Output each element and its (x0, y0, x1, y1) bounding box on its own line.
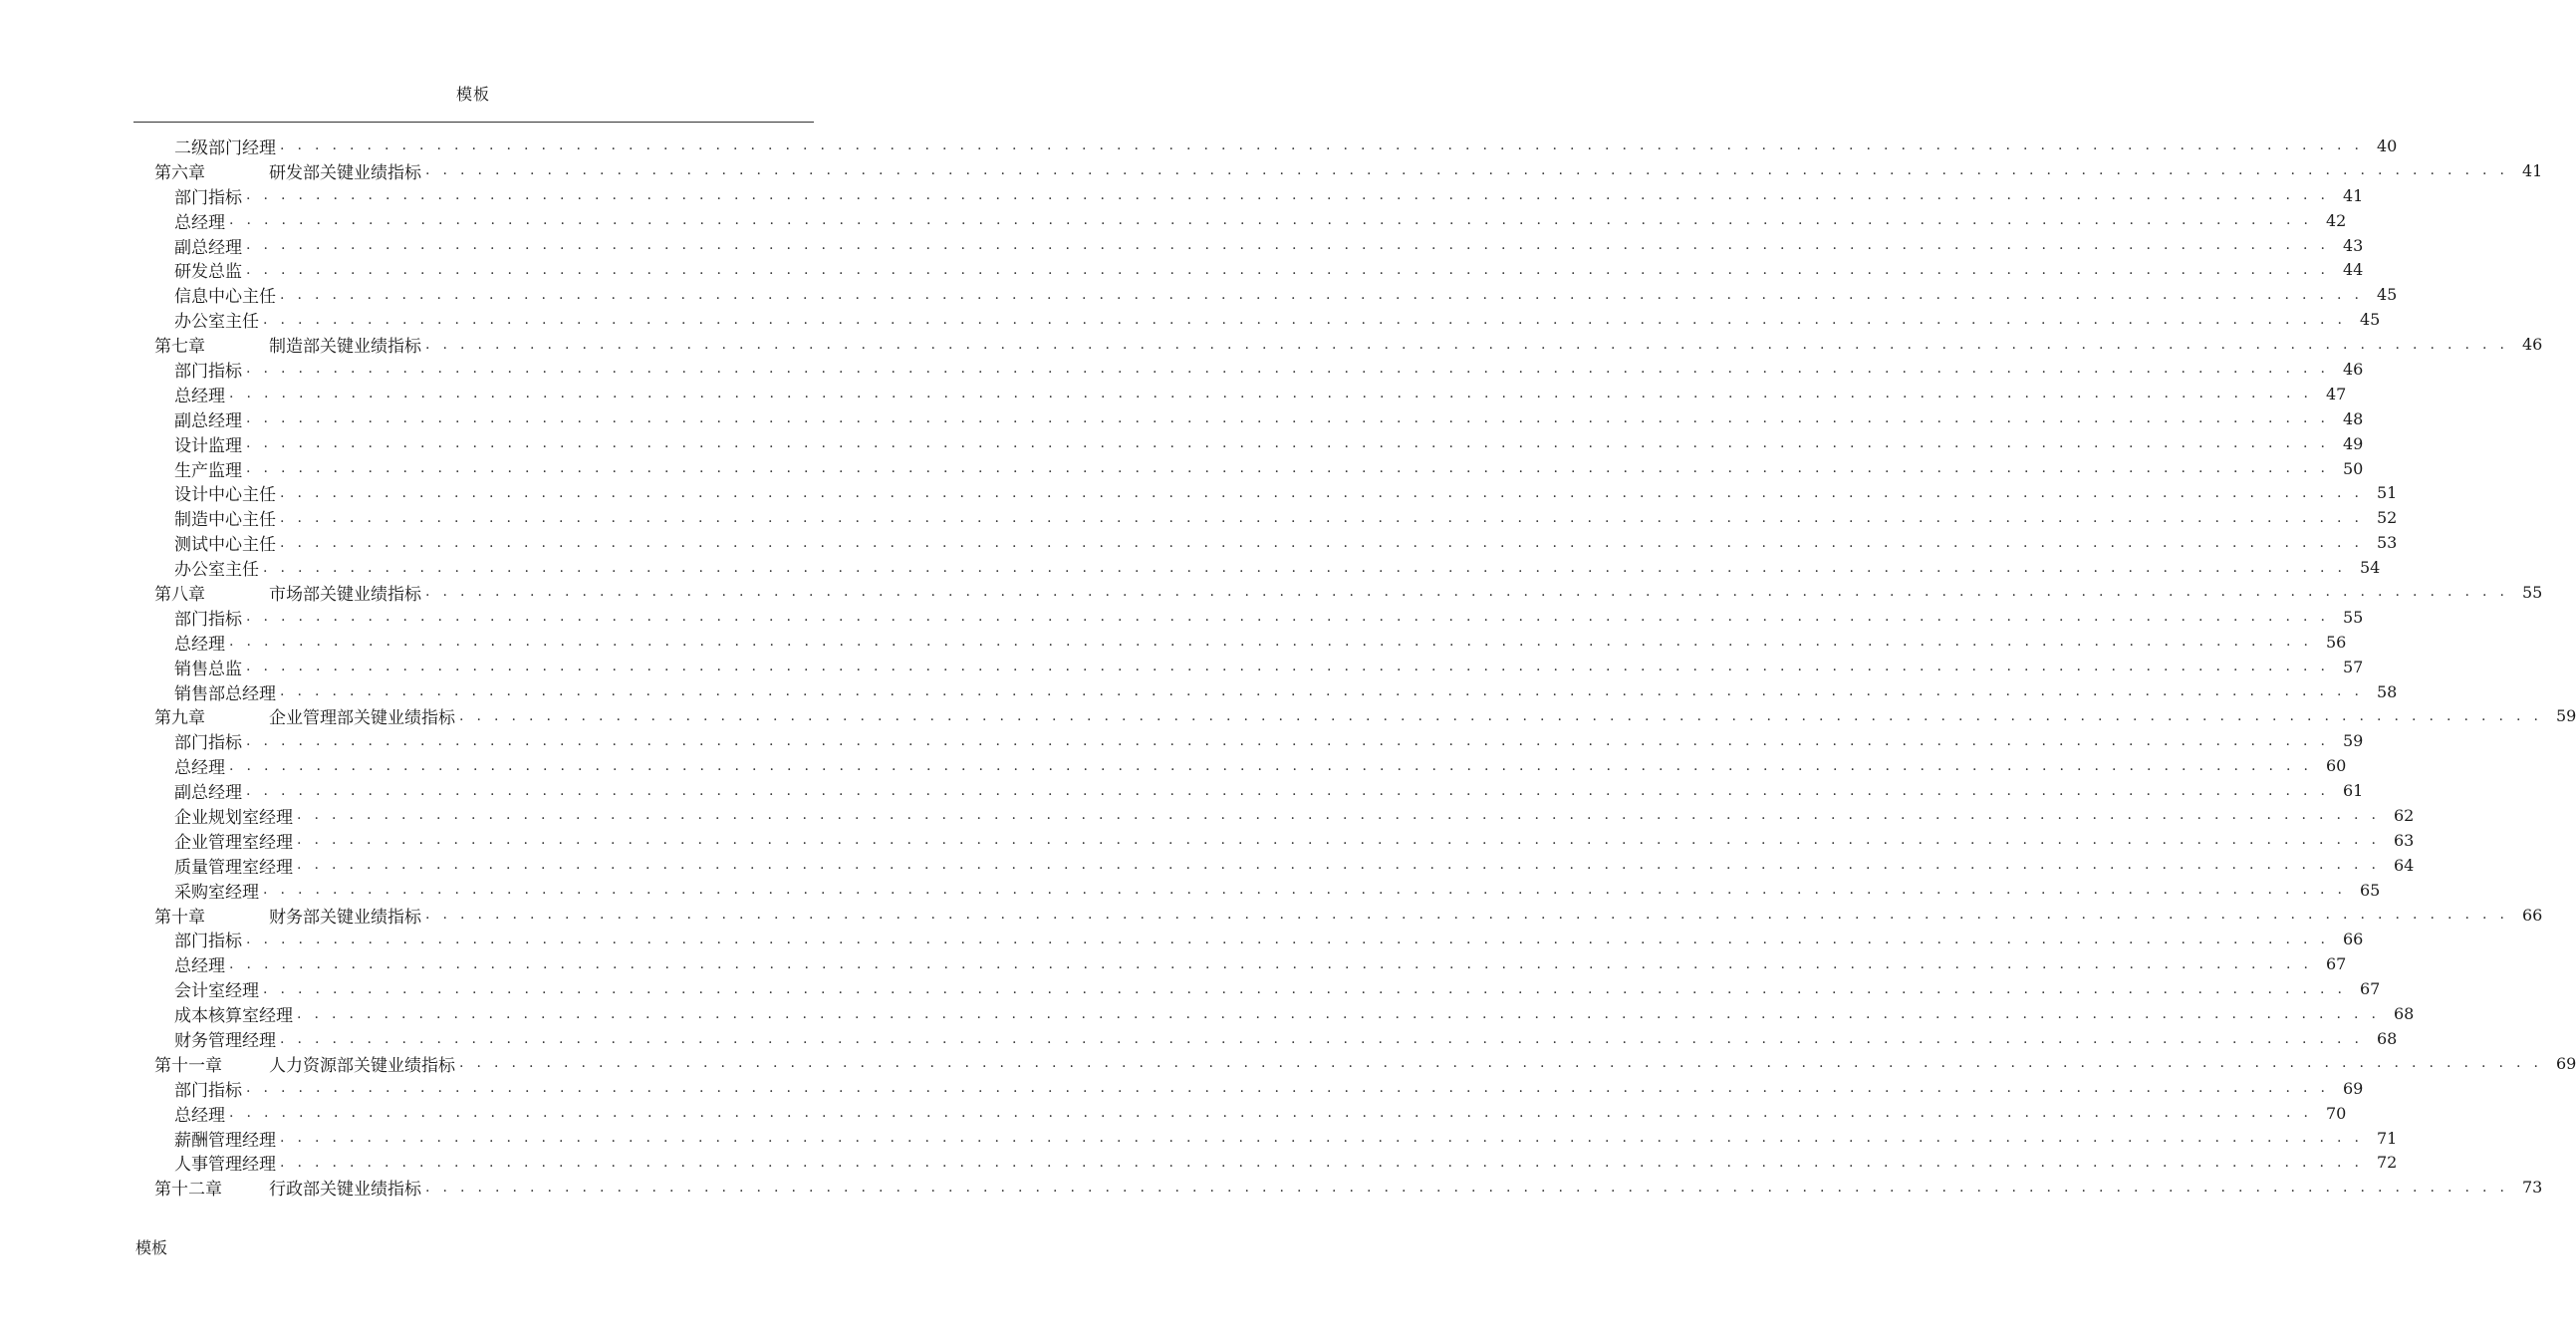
toc-section-entry[interactable] (154, 951, 2347, 977)
toc-dot-leader: . . . . . . . . . . . . . . . . . . . . . . . . . . . . . . . . . . . . . . . . . . . . . . . . . . . . . . . . . . . . . . . . . . . . . . . . . . . . . . . . . . . . . . . . . . . . . . . . . . . . . . . . . . . . . . . . . . . . . . . . (246, 361, 2330, 378)
toc-dot-leader: . . . . . . . . . . . . . . . . . . . . . . . . . . . . . . . . . . . . . . . . . . . . . . . . . . . . . . . . . . . . . . . . . . . . . . . . . . . . . . . . . . . . . . . . . . . . . . . . . . . . . . . . . . . . . . . . . . . . . . . . (425, 584, 2509, 601)
toc-dot-leader: . . . . . . . . . . . . . . . . . . . . . . . . . . . . . . . . . . . . . . . . . . . . . . . . . . . . . . . . . . . . . . . . . . . . . . . . . . . . . . . . . . . . . . . . . . . . . . . . . . . . . . . . . . . . . . . . . . . . . . . . (246, 237, 2330, 253)
toc-dot-leader: . . . . . . . . . . . . . . . . . . . . . . . . . . . . . . . . . . . . . . . . . . . . . . . . . . . . . . . . . . . . . . . . . . . . . . . . . . . . . . . . . . . . . . . . . . . . . . . . . . . . . . . . . . . . . . . . . . . . . . . . (425, 162, 2509, 179)
toc-page-number: 45 (2376, 285, 2398, 305)
toc-section-entry[interactable] (154, 456, 2364, 481)
toc-section-entry[interactable] (154, 530, 2398, 556)
toc-page-number: 63 (2393, 830, 2415, 850)
toc-page-number: 57 (2342, 657, 2364, 676)
toc-section-entry[interactable] (154, 406, 2364, 431)
toc-entry-title: 总经理 (174, 386, 225, 406)
toc-page-number: 59 (2555, 706, 2576, 726)
toc-dot-leader: . . . . . . . . . . . . . . . . . . . . . . . . . . . . . . . . . . . . . . . . . . . . . . . . . . . . . . . . . . . . . . . . . . . . . . . . . . . . . . . . . . . . . . . . . . . . . . . . . . . . . . . . . . . . . . . . . . . . . . . . (280, 1130, 2364, 1147)
toc-dot-leader: . . . . . . . . . . . . . . . . . . . . . . . . . . . . . . . . . . . . . . . . . . . . . . . . . . . . . . . . . . . . . . . . . . . . . . . . . . . . . . . . . . . . . . . . . . . . . . . . . . . . . . . . . . . . . . . . . . . . . . . . (246, 659, 2330, 675)
toc-dot-leader: . . . . . . . . . . . . . . . . . . . . . . . . . . . . . . . . . . . . . . . . . . . . . . . . . . . . . . . . . . . . . . . . . . . . . . . . . . . . . . . . . . . . . . . . . . . . . . . . . . . . . . . . . . . . . . . . . . . . . . . . (246, 460, 2330, 477)
toc-dot-leader: . . . . . . . . . . . . . . . . . . . . . . . . . . . . . . . . . . . . . . . . . . . . . . . . . . . . . . . . . . . . . . . . . . . . . . . . . . . . . . . . . . . . . . . . . . . . . . . . . . . . . . . . . . . . . . . . . . . . . . . . (246, 435, 2330, 452)
toc-entry-title: 成本核算室经理 (174, 1006, 293, 1027)
toc-chapter-number: 第十一章 (154, 1055, 222, 1076)
toc-section-entry[interactable] (154, 183, 2364, 208)
toc-entry-title: 人事管理经理 (174, 1155, 276, 1176)
toc-chapter-number: 第九章 (154, 708, 205, 729)
toc-entry-title: 制造中心主任 (174, 510, 276, 531)
toc-page-number: 58 (2376, 681, 2398, 701)
toc-dot-leader: . . . . . . . . . . . . . . . . . . . . . . . . . . . . . . . . . . . . . . . . . . . . . . . . . . . . . . . . . . . . . . . . . . . . . . . . . . . . . . . . . . . . . . . . . . . . . . . . . . . . . . . . . . . . . . . . . . . . . . . . (246, 187, 2330, 204)
toc-section-entry[interactable] (154, 233, 2364, 258)
toc-entry-title: 销售部总经理 (174, 683, 276, 704)
toc-page-number: 64 (2393, 855, 2415, 875)
toc-chapter-entry[interactable] (154, 903, 2543, 928)
toc-section-entry[interactable] (154, 630, 2347, 655)
toc-entry-title: 办公室主任 (174, 560, 259, 581)
toc-dot-leader: . . . . . . . . . . . . . . . . . . . . . . . . . . . . . . . . . . . . . . . . . . . . . . . . . . . . . . . . . . . . . . . . . . . . . . . . . . . . . . . . . . . . . . . . . . . . . . . . . . . . . . . . . . . . . . . . . . . . . . . . (459, 707, 2543, 724)
toc-chapter-entry[interactable] (154, 580, 2543, 605)
toc-page-number: 66 (2521, 905, 2543, 925)
toc-dot-leader: . . . . . . . . . . . . . . . . . . . . . . . . . . . . . . . . . . . . . . . . . . . . . . . . . . . . . . . . . . . . . . . . . . . . . . . . . . . . . . . . . . . . . . . . . . . . . . . . . . . . . . . . . . . . . . . . . . . . . . . . (263, 311, 2347, 328)
toc-entry-title: 副总经理 (174, 237, 242, 258)
toc-section-entry[interactable] (154, 655, 2364, 679)
toc-page-number: 55 (2521, 582, 2543, 602)
toc-dot-leader: . . . . . . . . . . . . . . . . . . . . . . . . . . . . . . . . . . . . . . . . . . . . . . . . . . . . . . . . . . . . . . . . . . . . . . . . . . . . . . . . . . . . . . . . . . . . . . . . . . . . . . . . . . . . . . . . . . . . . . . . (280, 286, 2364, 303)
toc-chapter-entry[interactable] (154, 332, 2543, 358)
toc-entry-title: 总经理 (174, 956, 225, 977)
toc-page-number: 70 (2325, 1103, 2347, 1123)
toc-page-number: 49 (2342, 433, 2364, 453)
toc-chapter-number: 第六章 (154, 162, 205, 183)
toc-dot-leader: . . . . . . . . . . . . . . . . . . . . . . . . . . . . . . . . . . . . . . . . . . . . . . . . . . . . . . . . . . . . . . . . . . . . . . . . . . . . . . . . . . . . . . . . . . . . . . . . . . . . . . . . . . . . . . . . . . . . . . . . (246, 261, 2330, 278)
toc-page-number: 53 (2376, 533, 2398, 553)
toc-page-number: 56 (2325, 632, 2347, 652)
toc-dot-leader: . . . . . . . . . . . . . . . . . . . . . . . . . . . . . . . . . . . . . . . . . . . . . . . . . . . . . . . . . . . . . . . . . . . . . . . . . . . . . . . . . . . . . . . . . . . . . . . . . . . . . . . . . . . . . . . . . . . . . . . . (229, 955, 2313, 972)
toc-section-entry[interactable] (154, 257, 2364, 283)
toc-page-number: 59 (2342, 731, 2364, 751)
toc-page-number: 44 (2342, 260, 2364, 280)
toc-entry-title: 部门指标 (174, 609, 242, 630)
toc-entry-title: 二级部门经理 (174, 137, 276, 158)
toc-page-number: 54 (2359, 558, 2381, 578)
toc-chapter-number: 第十章 (154, 907, 205, 928)
toc-section-entry[interactable] (154, 505, 2398, 531)
toc-page-number: 50 (2342, 458, 2364, 478)
toc-dot-leader: . . . . . . . . . . . . . . . . . . . . . . . . . . . . . . . . . . . . . . . . . . . . . . . . . . . . . . . . . . . . . . . . . . . . . . . . . . . . . . . . . . . . . . . . . . . . . . . . . . . . . . . . . . . . . . . . . . . . . . . . (229, 386, 2313, 402)
toc-entry-title: 部门指标 (174, 187, 242, 208)
toc-dot-leader: . . . . . . . . . . . . . . . . . . . . . . . . . . . . . . . . . . . . . . . . . . . . . . . . . . . . . . . . . . . . . . . . . . . . . . . . . . . . . . . . . . . . . . . . . . . . . . . . . . . . . . . . . . . . . . . . . . . . . . . . (280, 509, 2364, 526)
toc-dot-leader: . . . . . . . . . . . . . . . . . . . . . . . . . . . . . . . . . . . . . . . . . . . . . . . . . . . . . . . . . . . . . . . . . . . . . . . . . . . . . . . . . . . . . . . . . . . . . . . . . . . . . . . . . . . . . . . . . . . . . . . . (263, 559, 2347, 576)
toc-section-entry[interactable] (154, 555, 2381, 581)
toc-entry-title: 设计中心主任 (174, 485, 276, 506)
toc-dot-leader: . . . . . . . . . . . . . . . . . . . . . . . . . . . . . . . . . . . . . . . . . . . . . . . . . . . . . . . . . . . . . . . . . . . . . . . . . . . . . . . . . . . . . . . . . . . . . . . . . . . . . . . . . . . . . . . . . . . . . . . . (246, 732, 2330, 749)
toc-section-entry[interactable] (154, 134, 2398, 158)
toc-entry-title: 会计室经理 (174, 981, 259, 1002)
toc-entry-title: 总经理 (174, 1105, 225, 1126)
toc-page-number: 69 (2342, 1078, 2364, 1098)
toc-page-number: 71 (2376, 1128, 2398, 1148)
toc-section-entry[interactable] (154, 853, 2415, 878)
toc-entry-title: 质量管理室经理 (174, 857, 293, 878)
toc-page-number: 48 (2342, 408, 2364, 428)
toc-entry-title: 部门指标 (174, 1080, 242, 1101)
toc-entry-title: 财务管理经理 (174, 1031, 276, 1052)
toc-dot-leader: . . . . . . . . . . . . . . . . . . . . . . . . . . . . . . . . . . . . . . . . . . . . . . . . . . . . . . . . . . . . . . . . . . . . . . . . . . . . . . . . . . . . . . . . . . . . . . . . . . . . . . . . . . . . . . . . . . . . . . . . (280, 1154, 2364, 1171)
toc-section-entry[interactable] (154, 778, 2364, 804)
toc-dot-leader: . . . . . . . . . . . . . . . . . . . . . . . . . . . . . . . . . . . . . . . . . . . . . . . . . . . . . . . . . . . . . . . . . . . . . . . . . . . . . . . . . . . . . . . . . . . . . . . . . . . . . . . . . . . . . . . . . . . . . . . . (246, 782, 2330, 799)
toc-entry-title: 企业规划室经理 (174, 808, 293, 828)
toc-entry-title: 设计监理 (174, 435, 242, 456)
toc-page-number: 65 (2359, 880, 2381, 900)
toc-page-number: 41 (2521, 160, 2543, 180)
toc-page-number: 73 (2521, 1178, 2543, 1198)
toc-section-entry[interactable] (154, 1101, 2347, 1126)
toc-entry-title: 市场部关键业绩指标 (269, 584, 421, 605)
toc-chapter-entry[interactable] (154, 703, 2576, 729)
toc-dot-leader: . . . . . . . . . . . . . . . . . . . . . . . . . . . . . . . . . . . . . . . . . . . . . . . . . . . . . . . . . . . . . . . . . . . . . . . . . . . . . . . . . . . . . . . . . . . . . . . . . . . . . . . . . . . . . . . . . . . . . . . . (263, 980, 2347, 997)
toc-section-entry[interactable] (154, 803, 2415, 828)
toc-dot-leader: . . . . . . . . . . . . . . . . . . . . . . . . . . . . . . . . . . . . . . . . . . . . . . . . . . . . . . . . . . . . . . . . . . . . . . . . . . . . . . . . . . . . . . . . . . . . . . . . . . . . . . . . . . . . . . . . . . . . . . . . (425, 336, 2509, 353)
toc-dot-leader: . . . . . . . . . . . . . . . . . . . . . . . . . . . . . . . . . . . . . . . . . . . . . . . . . . . . . . . . . . . . . . . . . . . . . . . . . . . . . . . . . . . . . . . . . . . . . . . . . . . . . . . . . . . . . . . . . . . . . . . . (459, 1055, 2543, 1072)
toc-page-number: 55 (2342, 607, 2364, 627)
toc-section-entry[interactable] (154, 382, 2347, 406)
toc-page-number: 66 (2342, 930, 2364, 949)
toc-entry-title: 部门指标 (174, 361, 242, 382)
header-divider (133, 122, 814, 123)
toc-chapter-entry[interactable] (154, 1175, 2543, 1201)
toc-entry-title: 部门指标 (174, 932, 242, 952)
toc-page-number: 46 (2521, 335, 2543, 355)
toc-section-entry[interactable] (154, 1076, 2364, 1101)
toc-entry-title: 企业管理室经理 (174, 832, 293, 853)
toc-dot-leader: . . . . . . . . . . . . . . . . . . . . . . . . . . . . . . . . . . . . . . . . . . . . . . . . . . . . . . . . . . . . . . . . . . . . . . . . . . . . . . . . . . . . . . . . . . . . . . . . . . . . . . . . . . . . . . . . . . . . . . . . (229, 757, 2313, 774)
toc-entry-title: 总经理 (174, 758, 225, 779)
toc-dot-leader: . . . . . . . . . . . . . . . . . . . . . . . . . . . . . . . . . . . . . . . . . . . . . . . . . . . . . . . . . . . . . . . . . . . . . . . . . . . . . . . . . . . . . . . . . . . . . . . . . . . . . . . . . . . . . . . . . . . . . . . . (297, 1005, 2381, 1022)
toc-section-entry[interactable] (154, 976, 2381, 1002)
toc-dot-leader: . . . . . . . . . . . . . . . . . . . . . . . . . . . . . . . . . . . . . . . . . . . . . . . . . . . . . . . . . . . . . . . . . . . . . . . . . . . . . . . . . . . . . . . . . . . . . . . . . . . . . . . . . . . . . . . . . . . . . . . . (229, 212, 2313, 229)
toc-dot-leader: . . . . . . . . . . . . . . . . . . . . . . . . . . . . . . . . . . . . . . . . . . . . . . . . . . . . . . . . . . . . . . . . . . . . . . . . . . . . . . . . . . . . . . . . . . . . . . . . . . . . . . . . . . . . . . . . . . . . . . . . (297, 857, 2381, 874)
toc-entry-title: 副总经理 (174, 783, 242, 804)
toc-page-number: 69 (2555, 1053, 2576, 1073)
toc-dot-leader: . . . . . . . . . . . . . . . . . . . . . . . . . . . . . . . . . . . . . . . . . . . . . . . . . . . . . . . . . . . . . . . . . . . . . . . . . . . . . . . . . . . . . . . . . . . . . . . . . . . . . . . . . . . . . . . . . . . . . . . . (280, 484, 2364, 501)
toc-dot-leader: . . . . . . . . . . . . . . . . . . . . . . . . . . . . . . . . . . . . . . . . . . . . . . . . . . . . . . . . . . . . . . . . . . . . . . . . . . . . . . . . . . . . . . . . . . . . . . . . . . . . . . . . . . . . . . . . . . . . . . . . (297, 807, 2381, 824)
toc-entry-title: 行政部关键业绩指标 (269, 1180, 421, 1201)
toc-chapter-entry[interactable] (154, 1051, 2576, 1076)
toc-section-entry[interactable] (154, 828, 2415, 853)
toc-dot-leader: . . . . . . . . . . . . . . . . . . . . . . . . . . . . . . . . . . . . . . . . . . . . . . . . . . . . . . . . . . . . . . . . . . . . . . . . . . . . . . . . . . . . . . . . . . . . . . . . . . . . . . . . . . . . . . . . . . . . . . . . (425, 907, 2509, 924)
toc-entry-title: 信息中心主任 (174, 287, 276, 308)
toc-section-entry[interactable] (154, 282, 2398, 308)
toc-entry-title: 制造部关键业绩指标 (269, 337, 421, 358)
toc-page-number: 61 (2342, 781, 2364, 801)
toc-entry-title: 人力资源部关键业绩指标 (269, 1055, 455, 1076)
toc-section-entry[interactable] (154, 1026, 2398, 1052)
toc-dot-leader: . . . . . . . . . . . . . . . . . . . . . . . . . . . . . . . . . . . . . . . . . . . . . . . . . . . . . . . . . . . . . . . . . . . . . . . . . . . . . . . . . . . . . . . . . . . . . . . . . . . . . . . . . . . . . . . . . . . . . . . . (425, 1179, 2509, 1196)
toc-section-entry[interactable] (154, 878, 2381, 903)
toc-dot-leader: . . . . . . . . . . . . . . . . . . . . . . . . . . . . . . . . . . . . . . . . . . . . . . . . . . . . . . . . . . . . . . . . . . . . . . . . . . . . . . . . . . . . . . . . . . . . . . . . . . . . . . . . . . . . . . . . . . . . . . . . (246, 410, 2330, 427)
toc-dot-leader: . . . . . . . . . . . . . . . . . . . . . . . . . . . . . . . . . . . . . . . . . . . . . . . . . . . . . . . . . . . . . . . . . . . . . . . . . . . . . . . . . . . . . . . . . . . . . . . . . . . . . . . . . . . . . . . . . . . . . . . . (280, 137, 2364, 154)
toc-page-number: 67 (2325, 954, 2347, 974)
toc-entry-title: 生产监理 (174, 460, 242, 481)
page-header-title: 模板 (455, 85, 490, 104)
toc-entry-title: 薪酬管理经理 (174, 1130, 276, 1151)
toc-dot-leader: . . . . . . . . . . . . . . . . . . . . . . . . . . . . . . . . . . . . . . . . . . . . . . . . . . . . . . . . . . . . . . . . . . . . . . . . . . . . . . . . . . . . . . . . . . . . . . . . . . . . . . . . . . . . . . . . . . . . . . . . (263, 882, 2347, 899)
toc-entry-title: 采购室经理 (174, 882, 259, 903)
toc-section-entry[interactable] (154, 431, 2364, 456)
toc-page-number: 45 (2359, 310, 2381, 330)
toc-section-entry[interactable] (154, 1151, 2398, 1176)
toc-dot-leader: . . . . . . . . . . . . . . . . . . . . . . . . . . . . . . . . . . . . . . . . . . . . . . . . . . . . . . . . . . . . . . . . . . . . . . . . . . . . . . . . . . . . . . . . . . . . . . . . . . . . . . . . . . . . . . . . . . . . . . . . (280, 534, 2364, 551)
toc-page-number: 42 (2325, 210, 2347, 230)
toc-section-entry[interactable] (154, 480, 2398, 506)
toc-section-entry[interactable] (154, 357, 2364, 382)
toc-entry-title: 办公室主任 (174, 312, 259, 333)
toc-page-number: 51 (2376, 483, 2398, 503)
toc-page-number: 60 (2325, 756, 2347, 776)
toc-entry-title: 部门指标 (174, 733, 242, 754)
toc-section-entry[interactable] (154, 208, 2347, 233)
toc-chapter-entry[interactable] (154, 158, 2543, 183)
toc-entry-title: 总经理 (174, 212, 225, 233)
toc-entry-title: 销售总监 (174, 659, 242, 679)
toc-chapter-number: 第八章 (154, 584, 205, 605)
toc-page-number: 72 (2376, 1153, 2398, 1173)
toc-page-number: 68 (2376, 1029, 2398, 1048)
toc-dot-leader: . . . . . . . . . . . . . . . . . . . . . . . . . . . . . . . . . . . . . . . . . . . . . . . . . . . . . . . . . . . . . . . . . . . . . . . . . . . . . . . . . . . . . . . . . . . . . . . . . . . . . . . . . . . . . . . . . . . . . . . . (246, 1080, 2330, 1097)
toc-dot-leader: . . . . . . . . . . . . . . . . . . . . . . . . . . . . . . . . . . . . . . . . . . . . . . . . . . . . . . . . . . . . . . . . . . . . . . . . . . . . . . . . . . . . . . . . . . . . . . . . . . . . . . . . . . . . . . . . . . . . . . . . (229, 1105, 2313, 1122)
toc-section-entry[interactable] (154, 928, 2364, 952)
toc-section-entry[interactable] (154, 753, 2347, 779)
toc-dot-leader: . . . . . . . . . . . . . . . . . . . . . . . . . . . . . . . . . . . . . . . . . . . . . . . . . . . . . . . . . . . . . . . . . . . . . . . . . . . . . . . . . . . . . . . . . . . . . . . . . . . . . . . . . . . . . . . . . . . . . . . . (246, 609, 2330, 626)
toc-dot-leader: . . . . . . . . . . . . . . . . . . . . . . . . . . . . . . . . . . . . . . . . . . . . . . . . . . . . . . . . . . . . . . . . . . . . . . . . . . . . . . . . . . . . . . . . . . . . . . . . . . . . . . . . . . . . . . . . . . . . . . . . (297, 832, 2381, 849)
toc-page-number: 40 (2376, 135, 2398, 155)
toc-entry-title: 测试中心主任 (174, 535, 276, 556)
table-of-contents (154, 134, 2576, 1201)
toc-page-number: 62 (2393, 805, 2415, 825)
toc-entry-title: 研发部关键业绩指标 (269, 162, 421, 183)
toc-dot-leader: . . . . . . . . . . . . . . . . . . . . . . . . . . . . . . . . . . . . . . . . . . . . . . . . . . . . . . . . . . . . . . . . . . . . . . . . . . . . . . . . . . . . . . . . . . . . . . . . . . . . . . . . . . . . . . . . . . . . . . . . (280, 1030, 2364, 1047)
toc-page-number: 68 (2393, 1004, 2415, 1024)
toc-section-entry[interactable] (154, 605, 2364, 630)
toc-section-entry[interactable] (154, 728, 2364, 754)
toc-dot-leader: . . . . . . . . . . . . . . . . . . . . . . . . . . . . . . . . . . . . . . . . . . . . . . . . . . . . . . . . . . . . . . . . . . . . . . . . . . . . . . . . . . . . . . . . . . . . . . . . . . . . . . . . . . . . . . . . . . . . . . . . (280, 683, 2364, 700)
toc-page-number: 47 (2325, 384, 2347, 403)
toc-page-number: 46 (2342, 359, 2364, 379)
toc-entry-title: 副总经理 (174, 410, 242, 431)
toc-entry-title: 财务部关键业绩指标 (269, 907, 421, 928)
toc-dot-leader: . . . . . . . . . . . . . . . . . . . . . . . . . . . . . . . . . . . . . . . . . . . . . . . . . . . . . . . . . . . . . . . . . . . . . . . . . . . . . . . . . . . . . . . . . . . . . . . . . . . . . . . . . . . . . . . . . . . . . . . . (229, 634, 2313, 651)
toc-chapter-number: 第十二章 (154, 1180, 222, 1201)
toc-chapter-number: 第七章 (154, 337, 205, 358)
toc-page-number: 67 (2359, 979, 2381, 999)
toc-section-entry[interactable] (154, 1001, 2415, 1027)
toc-page-number: 41 (2342, 185, 2364, 205)
toc-page-number: 52 (2376, 508, 2398, 528)
toc-section-entry[interactable] (154, 307, 2381, 333)
toc-section-entry[interactable] (154, 1126, 2398, 1151)
toc-entry-title: 总经理 (174, 634, 225, 655)
toc-section-entry[interactable] (154, 679, 2398, 704)
page-footer: 模板 (135, 1238, 168, 1257)
toc-entry-title: 研发总监 (174, 262, 242, 283)
toc-dot-leader: . . . . . . . . . . . . . . . . . . . . . . . . . . . . . . . . . . . . . . . . . . . . . . . . . . . . . . . . . . . . . . . . . . . . . . . . . . . . . . . . . . . . . . . . . . . . . . . . . . . . . . . . . . . . . . . . . . . . . . . . (246, 931, 2330, 947)
toc-entry-title: 企业管理部关键业绩指标 (269, 708, 455, 729)
toc-page-number: 43 (2342, 235, 2364, 255)
